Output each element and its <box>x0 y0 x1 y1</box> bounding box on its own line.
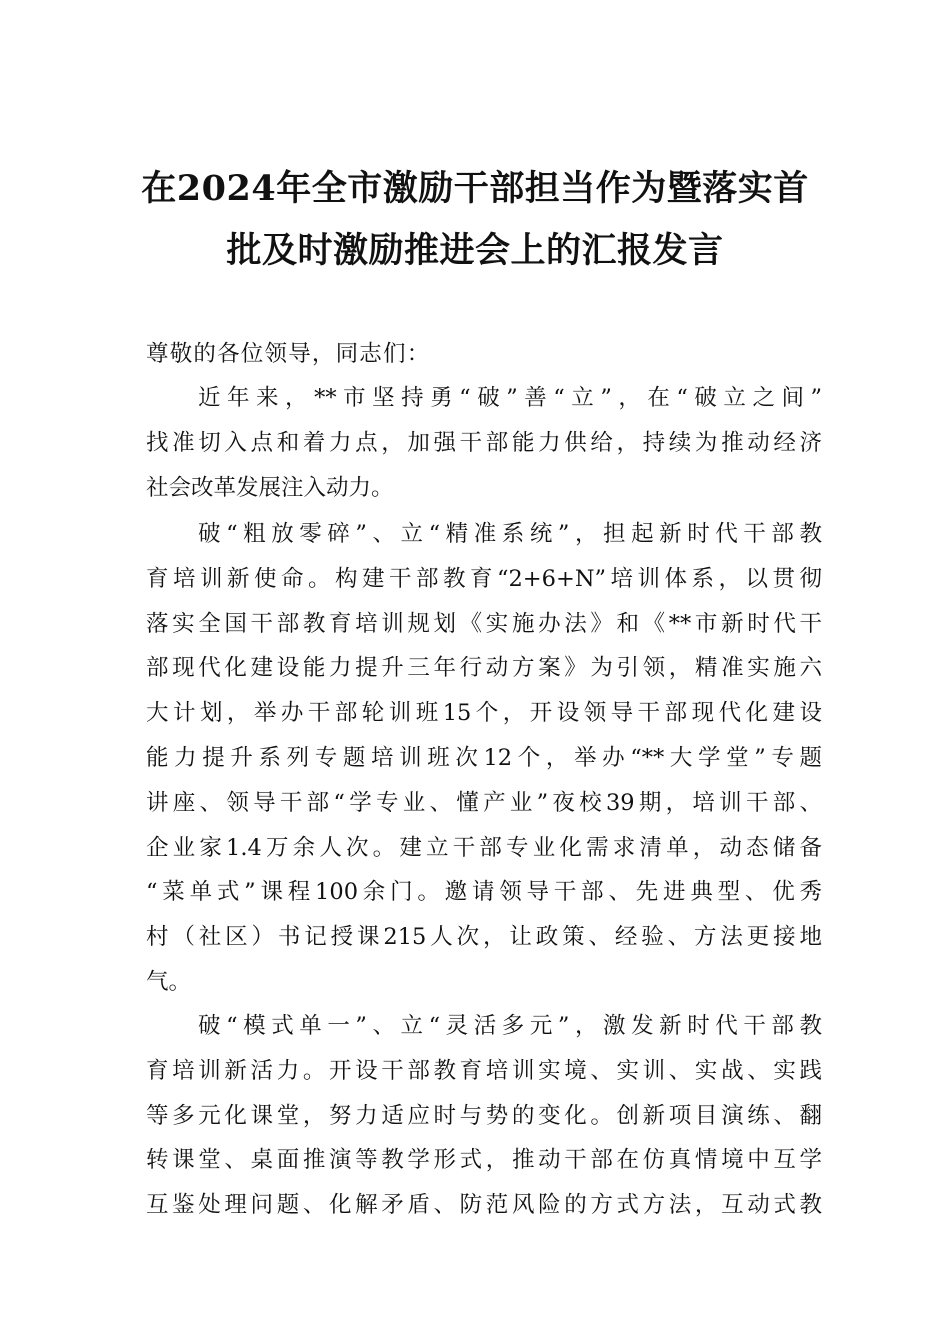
paragraph-line: 破“粗放零碎”、立“精准系统”，担起新时代干部教 <box>198 521 822 547</box>
paragraph-line: 讲座、领导干部“学专业、懂产业”夜校39期，培训干部、 <box>146 789 822 816</box>
paragraph-line: 互鉴处理问题、化解矛盾、防范风险的方式方法，互动式教 <box>146 1192 822 1219</box>
paragraph-line: 等多元化课堂，努力适应时与势的变化。创新项目演练、翻 <box>146 1102 822 1129</box>
document-title <box>120 158 830 282</box>
paragraph-3 <box>146 1004 822 1228</box>
paragraph-line: 村（社区）书记授课215人次，让政策、经验、方法更接地 <box>146 924 822 951</box>
paragraph-line: 转课堂、桌面推演等教学形式，推动干部在仿真情境中互学 <box>146 1147 822 1174</box>
paragraph-line: 社会改革发展注入动力。 <box>146 474 394 501</box>
paragraph-line: 大计划，举办干部轮训班15个，开设领导干部现代化建设 <box>146 700 822 727</box>
paragraph-line: 企业家1.4万余人次。建立干部专业化需求清单，动态储备 <box>146 834 822 861</box>
paragraph-line: 近年来，**市坚持勇“破”善“立”，在“破立之间” <box>198 385 822 411</box>
paragraph-line: 育培训新活力。开设干部教育培训实境、实训、实战、实践 <box>146 1057 822 1084</box>
document-body <box>146 332 822 1219</box>
paragraph-line: 找准切入点和着力点，加强干部能力供给，持续为推动经济 <box>146 429 822 456</box>
paragraph-line: 破“模式单一”、立“灵活多元”，激发新时代干部教 <box>198 1013 822 1039</box>
paragraph-line: 气。 <box>146 968 192 995</box>
paragraph-line: 能力提升系列专题培训班次12个，举办“**大学堂”专题 <box>146 744 822 771</box>
title-line-2: 批及时激励推进会上的汇报发言 <box>226 230 724 271</box>
paragraph-line: 落实全国干部教育培训规划《实施办法》和《**市新时代干 <box>146 610 822 637</box>
title-line-1: 在2024年全市激励干部担当作为暨落实首 <box>141 168 809 209</box>
paragraph-line: 部现代化建设能力提升三年行动方案》为引领，精准实施六 <box>146 655 822 682</box>
salutation: 尊敬的各位领导，同志们： <box>146 341 431 367</box>
paragraph-1 <box>146 376 822 510</box>
paragraph-2 <box>146 512 822 1005</box>
paragraph-line: 育培训新使命。构建干部教育“2+6+N”培训体系，以贯彻 <box>146 565 822 592</box>
paragraph-line: “菜单式”课程100余门。邀请领导干部、先进典型、优秀 <box>146 879 822 906</box>
